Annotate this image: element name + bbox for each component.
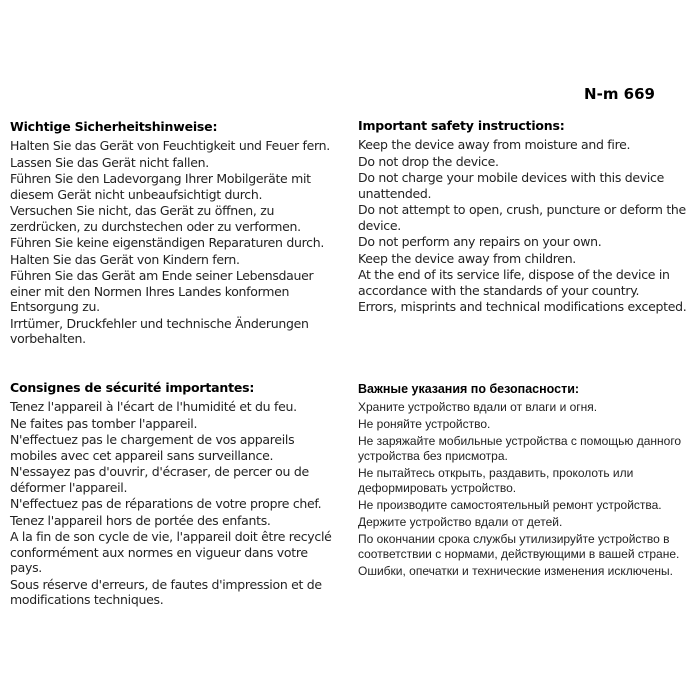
instruction-item: Führen Sie das Gerät am Ende seiner Lebensdauer einer mit den Normen Ihres Landes konformen Entsorgung zu. bbox=[10, 268, 314, 314]
instruction-item: Halten Sie das Gerät von Kindern fern. bbox=[10, 251, 240, 267]
instruction-item: Не роняйте устройство. bbox=[358, 417, 491, 431]
instruction-item: Führen Sie den Ladevorgang Ihrer Mobilgeräte mit diesem Gerät nicht unbeaufsichtigt durch. bbox=[10, 171, 311, 202]
safety-section-russian bbox=[358, 382, 690, 581]
model-code: N-m 669 bbox=[584, 85, 655, 103]
instruction-item: Tenez l'appareil hors de portée des enfants. bbox=[10, 512, 271, 528]
instruction-item: Ошибки, опечатки и технические изменения исключены. bbox=[358, 564, 674, 578]
instruction-item: Do not drop the device. bbox=[358, 153, 499, 169]
instruction-item: Ne faites pas tomber l'appareil. bbox=[10, 415, 198, 431]
section-heading: Wichtige Sicherheitshinweise: bbox=[10, 119, 218, 134]
instruction-item: Не заряжайте мобильные устройства с помощью данного устройства без присмотра. bbox=[358, 434, 682, 463]
instruction-item: Führen Sie keine eigenständigen Reparaturen durch. bbox=[10, 235, 325, 250]
instruction-item: A la fin de son cycle de vie, l'appareil doit être recyclé conformément aux normes en vigueur dans votre pays. bbox=[10, 529, 332, 575]
instruction-item: Versuchen Sie nicht, das Gerät zu öffnen, zu zerdrücken, zu durchstechen oder zu verformen. bbox=[10, 203, 301, 234]
section-heading: Important safety instructions: bbox=[358, 118, 565, 133]
instruction-item: Держите устройство вдали от детей. bbox=[358, 515, 563, 529]
instruction-item: Do not attempt to open, crush, puncture or deform the device. bbox=[358, 202, 686, 233]
section-heading: Важные указания по безопасности: bbox=[358, 382, 580, 396]
instruction-item: Храните устройство вдали от влаги и огня. bbox=[358, 400, 598, 414]
instruction-item: По окончании срока службы утилизируйте устройство в соответствии с нормами, действующими в вашей стране. bbox=[358, 532, 680, 561]
instruction-item: Не производите самостоятельный ремонт устройства. bbox=[358, 498, 662, 512]
instruction-item: N'essayez pas d'ouvrir, d'écraser, de percer ou de déformer l'appareil. bbox=[10, 464, 309, 495]
instruction-item: Keep the device away from moisture and fire. bbox=[358, 137, 631, 152]
instruction-item: Keep the device away from children. bbox=[358, 250, 576, 266]
instruction-item: Sous réserve d'erreurs, de fautes d'impression et de modifications techniques. bbox=[10, 576, 322, 607]
instruction-item: Не пытайтесь открыть, раздавить, проколоть или деформировать устройство. bbox=[358, 466, 634, 495]
instruction-item: Do not charge your mobile devices with this device unattended. bbox=[358, 170, 664, 201]
instruction-item: At the end of its service life, dispose of the device in accordance with the standards of your country. bbox=[358, 267, 670, 298]
instruction-item: Halten Sie das Gerät von Feuchtigkeit und Feuer fern. bbox=[10, 138, 330, 153]
safety-section-english bbox=[358, 118, 688, 316]
instruction-item: Tenez l'appareil à l'écart de l'humidité et du feu. bbox=[10, 399, 297, 414]
section-heading: Consignes de sécurité importantes: bbox=[10, 380, 255, 395]
instruction-item: Lassen Sie das Gerät nicht fallen. bbox=[10, 154, 209, 170]
instruction-item: Irrtümer, Druckfehler und technische Änderungen vorbehalten. bbox=[10, 315, 309, 346]
instruction-item: Errors, misprints and technical modifications excepted. bbox=[358, 299, 687, 314]
instruction-item: N'effectuez pas le chargement de vos appareils mobiles avec cet appareil sans surveillance. bbox=[10, 432, 295, 463]
safety-section-german bbox=[10, 119, 330, 348]
safety-section-french bbox=[10, 380, 340, 609]
instruction-item: Do not perform any repairs on your own. bbox=[358, 234, 602, 249]
instruction-item: N'effectuez pas de réparations de votre propre chef. bbox=[10, 496, 322, 511]
